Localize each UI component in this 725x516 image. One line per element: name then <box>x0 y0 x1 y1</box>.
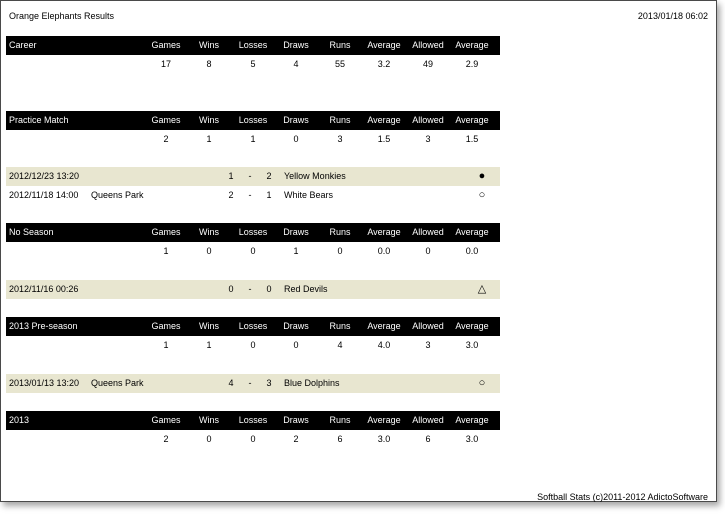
val-allowed: 6 <box>425 434 431 444</box>
val-losses: 0 <box>250 246 256 256</box>
score-separator: - <box>248 190 252 200</box>
draw-result-icon: △ <box>477 283 487 295</box>
opponent-name: White Bears <box>284 190 334 200</box>
score-against: 1 <box>266 190 272 200</box>
col-games: Games <box>151 40 181 50</box>
val-games: 2 <box>163 134 169 144</box>
val-average: 3.2 <box>377 59 391 69</box>
career-section <box>6 36 500 74</box>
noseason-values <box>6 242 500 261</box>
val-average-allowed: 3.0 <box>465 340 479 350</box>
score-separator: - <box>248 378 252 388</box>
val-wins: 1 <box>206 340 212 350</box>
col-allowed: Allowed <box>412 115 444 125</box>
game-date: 2013/01/13 13:20 <box>9 378 80 388</box>
y2013-section <box>6 411 500 449</box>
col-allowed: Allowed <box>412 321 444 331</box>
val-losses: 0 <box>250 434 256 444</box>
noseason-section <box>6 223 500 261</box>
col-draws: Draws <box>283 321 309 331</box>
col-average: Average <box>367 415 401 425</box>
preseason-section <box>6 317 500 355</box>
score-against: 2 <box>266 171 272 181</box>
col-runs: Runs <box>329 227 351 237</box>
game-date: 2012/11/18 14:00 <box>9 190 79 200</box>
score-separator: - <box>248 284 252 294</box>
val-runs: 0 <box>337 246 343 256</box>
col-games: Games <box>151 415 181 425</box>
val-average-allowed: 1.5 <box>465 134 479 144</box>
col-wins: Wins <box>199 227 219 237</box>
col-draws: Draws <box>283 227 309 237</box>
opponent-name: Yellow Monkies <box>284 171 346 181</box>
val-average: 3.0 <box>377 434 391 444</box>
col-wins: Wins <box>199 415 219 425</box>
score-for: 4 <box>228 378 234 388</box>
preseason-header <box>6 317 500 336</box>
val-draws: 4 <box>293 59 299 69</box>
col-draws: Draws <box>283 40 309 50</box>
val-average-allowed: 3.0 <box>465 434 479 444</box>
score-for: 1 <box>228 171 234 181</box>
win-result-icon: ○ <box>478 377 486 389</box>
game-date: 2012/12/23 13:20 <box>9 171 80 181</box>
col-losses: Losses <box>238 227 268 237</box>
game-row[interactable] <box>6 186 500 205</box>
noseason-header <box>6 223 500 242</box>
game-venue: Queens Park <box>91 190 144 200</box>
val-average-allowed: 0.0 <box>465 246 479 256</box>
col-games: Games <box>151 321 181 331</box>
val-runs: 6 <box>337 434 343 444</box>
val-runs: 4 <box>337 340 343 350</box>
val-games: 1 <box>163 246 169 256</box>
section-label: Practice Match <box>9 115 69 125</box>
y2013-header <box>6 411 500 430</box>
career-values <box>6 55 500 74</box>
career-header <box>6 36 500 55</box>
col-runs: Runs <box>329 115 351 125</box>
col-runs: Runs <box>329 415 351 425</box>
preseason-values <box>6 336 500 355</box>
col-losses: Losses <box>238 415 268 425</box>
col-allowed: Allowed <box>412 415 444 425</box>
col-draws: Draws <box>283 115 309 125</box>
col-average: Average <box>367 115 401 125</box>
val-draws: 1 <box>293 246 299 256</box>
val-runs: 55 <box>334 59 345 69</box>
game-venue: Queens Park <box>91 378 144 388</box>
score-for: 2 <box>228 190 234 200</box>
col-losses: Losses <box>238 115 268 125</box>
col-runs: Runs <box>329 40 351 50</box>
practice-values <box>6 130 500 149</box>
col-average-allowed: Average <box>455 321 489 331</box>
score-against: 0 <box>266 284 272 294</box>
col-average: Average <box>367 40 401 50</box>
practice-header <box>6 111 500 130</box>
loss-result-icon: ● <box>478 170 486 182</box>
report-title: Orange Elephants Results <box>9 11 115 21</box>
col-allowed: Allowed <box>412 40 444 50</box>
col-average-allowed: Average <box>455 227 489 237</box>
val-average-allowed: 2.9 <box>465 59 479 69</box>
val-draws: 0 <box>293 340 299 350</box>
val-games: 17 <box>160 59 171 69</box>
val-average: 4.0 <box>377 340 391 350</box>
score-against: 3 <box>266 378 272 388</box>
section-label: Career <box>9 40 37 50</box>
score-separator: - <box>248 171 252 181</box>
val-average: 1.5 <box>377 134 391 144</box>
y2013-values <box>6 430 500 449</box>
col-losses: Losses <box>238 321 268 331</box>
game-row[interactable] <box>6 280 500 299</box>
col-average: Average <box>367 227 401 237</box>
val-allowed: 0 <box>425 246 431 256</box>
val-allowed: 49 <box>422 59 433 69</box>
score-for: 0 <box>228 284 234 294</box>
val-draws: 0 <box>293 134 299 144</box>
game-row[interactable] <box>6 374 500 393</box>
col-average-allowed: Average <box>455 40 489 50</box>
col-allowed: Allowed <box>412 227 444 237</box>
section-label: No Season <box>9 227 54 237</box>
col-draws: Draws <box>283 415 309 425</box>
col-losses: Losses <box>238 40 268 50</box>
val-wins: 0 <box>206 246 212 256</box>
col-games: Games <box>151 227 181 237</box>
col-wins: Wins <box>199 321 219 331</box>
col-wins: Wins <box>199 40 219 50</box>
val-losses: 0 <box>250 340 256 350</box>
col-average-allowed: Average <box>455 415 489 425</box>
val-wins: 8 <box>206 59 212 69</box>
val-games: 1 <box>163 340 169 350</box>
col-average: Average <box>367 321 401 331</box>
col-wins: Wins <box>199 115 219 125</box>
val-games: 2 <box>163 434 169 444</box>
val-runs: 3 <box>337 134 343 144</box>
col-average-allowed: Average <box>455 115 489 125</box>
footer-copyright: Softball Stats (c)2011-2012 AdictoSoftware <box>537 492 708 502</box>
win-result-icon: ○ <box>478 189 486 201</box>
report-date: 2013/01/18 06:02 <box>637 11 708 21</box>
section-label: 2013 <box>9 415 30 425</box>
opponent-name: Blue Dolphins <box>284 378 340 388</box>
val-wins: 0 <box>206 434 212 444</box>
col-games: Games <box>151 115 181 125</box>
val-draws: 2 <box>293 434 299 444</box>
col-runs: Runs <box>329 321 351 331</box>
opponent-name: Red Devils <box>284 284 328 294</box>
game-row[interactable] <box>6 167 500 186</box>
practice-section <box>6 111 500 149</box>
val-losses: 1 <box>250 134 256 144</box>
section-label: 2013 Pre-season <box>9 321 78 331</box>
val-losses: 5 <box>250 59 256 69</box>
val-allowed: 3 <box>425 134 431 144</box>
val-wins: 1 <box>206 134 212 144</box>
val-allowed: 3 <box>425 340 431 350</box>
game-date: 2012/11/16 00:26 <box>9 284 79 294</box>
val-average: 0.0 <box>377 246 391 256</box>
